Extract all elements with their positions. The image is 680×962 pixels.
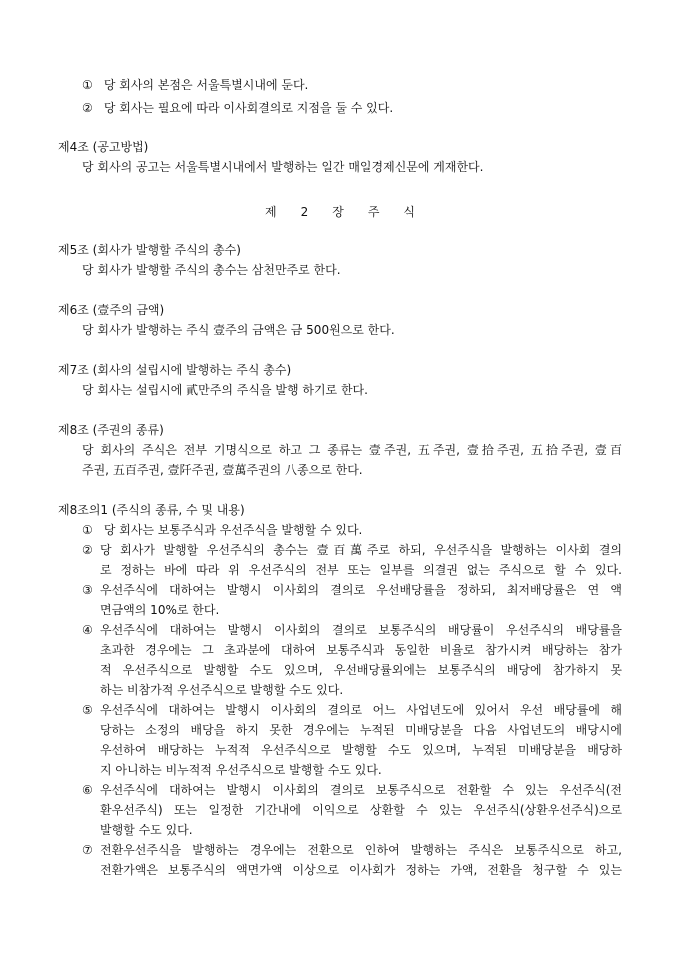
item-text: 지 아니하는 비누적적 우선주식으로 발행할 수도 있다. [100, 763, 382, 777]
list-item [82, 702, 100, 718]
item-text: 당 회사가 발행할 우선주식의 총수는 壹百萬주로 하되, 우선주식을 발행하는 이사회 결의 [100, 543, 622, 557]
article-title: 제7조 (회사의 설립시에 발행하는 주식 총수) [58, 363, 292, 377]
item-text: 환우선주식) 또는 일정한 기간내에 이익으로 상환할 수 있는 우선주식(상환우선주식)으로 [100, 803, 622, 817]
article-body: 당 회사의 주식은 전부 기명식으로 하고 그 종류는 壹주권, 五주권, 壹拾주권, 五拾주권, 壹百 [82, 443, 622, 457]
chapter-heading [0, 203, 680, 220]
chapter-char: 주 [367, 205, 380, 219]
item-number: ⑥ [82, 783, 93, 797]
item-text: 당하는 소정의 배당을 하지 못한 경우에는 누적된 미배당분을 다음 사업년도의 배당시에 [100, 723, 622, 737]
item-text: 전환가액은 보통주식의 액면가액 이상으로 이사회가 정하는 가액, 전환을 청구할 수 있는 [100, 863, 622, 877]
chapter-char: 식 [403, 205, 415, 219]
item-text: 하는 비참가적 우선주식으로 발행할 수도 있다. [100, 683, 344, 697]
article-body: 당 회사는 설립시에 貳만주의 주식을 발행 하기로 한다. [82, 383, 368, 397]
article-body: 당 회사가 발행하는 주식 壹주의 금액은 금 500원으로 한다. [82, 323, 395, 337]
item-text: 당 회사의 본점은 서울특별시내에 둔다. [103, 78, 309, 92]
list-item [82, 100, 393, 116]
item-text: 적 우선주식으로 발행할 수도 있으며, 우선배당률외에는 보통주식의 배당에 참가하지 못 [100, 663, 622, 677]
item-text: 우선주식에 대하여는 발행시 이사회의 결의로 우선배당률을 정하되, 최저배당률은 연 액 [100, 583, 622, 597]
item-number: ① [82, 78, 93, 92]
item-text: 전환우선주식을 발행하는 경우에는 전환으로 인하여 발행하는 주식은 보통주식으로 하고, [100, 843, 622, 857]
article-title: 제8조의1 (주식의 종류, 수 및 내용) [58, 503, 245, 517]
chapter-char: 2 [300, 205, 309, 219]
article-title: 제8조 (주권의 종류) [58, 423, 164, 437]
item-number: ① [82, 523, 93, 537]
item-number: ⑦ [82, 843, 93, 857]
list-item [82, 842, 100, 858]
item-number: ④ [82, 623, 93, 637]
item-text: 당 회사는 필요에 따라 이사회결의로 지점을 둘 수 있다. [103, 101, 394, 115]
article-title: 제5조 (회사가 발행할 주식의 총수) [58, 243, 241, 257]
item-text: 발행할 수도 있다. [100, 823, 193, 837]
list-item [82, 522, 362, 538]
list-item [82, 582, 100, 598]
article-body: 당 회사의 공고는 서울특별시내에서 발행하는 일간 매일경제신문에 게재한다. [82, 160, 484, 174]
item-number: ② [82, 101, 93, 115]
item-number: ② [82, 543, 93, 557]
article-body: 당 회사가 발행할 주식의 총수는 삼천만주로 한다. [82, 263, 341, 277]
list-item [82, 542, 100, 558]
list-item [82, 622, 100, 638]
list-item [82, 77, 308, 93]
item-text: 면금액의 10%로 한다. [100, 603, 220, 617]
item-text: 로 정하는 바에 따라 위 우선주식의 전부 또는 일부를 의결권 없는 주식으로 할 수 있다. [100, 563, 622, 577]
item-text: 당 회사는 보통주식과 우선주식을 발행할 수 있다. [103, 523, 363, 537]
item-text: 우선주식에 대하여는 발행시 이사회의 결의로 어느 사업년도에 있어서 우선 배당률에 해 [100, 703, 622, 717]
chapter-char: 제 [264, 205, 277, 219]
item-text: 우선하여 배당하는 누적적 우선주식으로 발행할 수도 있으며, 누적된 미배당분을 배당하 [100, 743, 622, 757]
item-number: ⑤ [82, 703, 93, 717]
chapter-char: 장 [332, 205, 344, 219]
item-text: 우선주식에 대하여는 발행시 이사회의 결의로 보통주식의 배당률이 우선주식의 배당률을 [100, 623, 622, 637]
item-number: ③ [82, 583, 93, 597]
article-title: 제4조 (공고방법) [58, 140, 149, 154]
article-body: 주권, 五百주권, 壹阡주권, 壹萬주권의 八종으로 한다. [82, 463, 363, 477]
item-text: 우선주식에 대하여는 발행시 이사회의 결의로 보통주식으로 전환할 수 있는 우선주식(전 [100, 783, 622, 797]
article-title: 제6조 (壹주의 금액) [58, 303, 165, 317]
item-text: 초과한 경우에는 그 초과분에 대하여 보통주식과 동일한 비율로 참가시켜 배당하는 참가 [100, 643, 622, 657]
list-item [82, 782, 100, 798]
